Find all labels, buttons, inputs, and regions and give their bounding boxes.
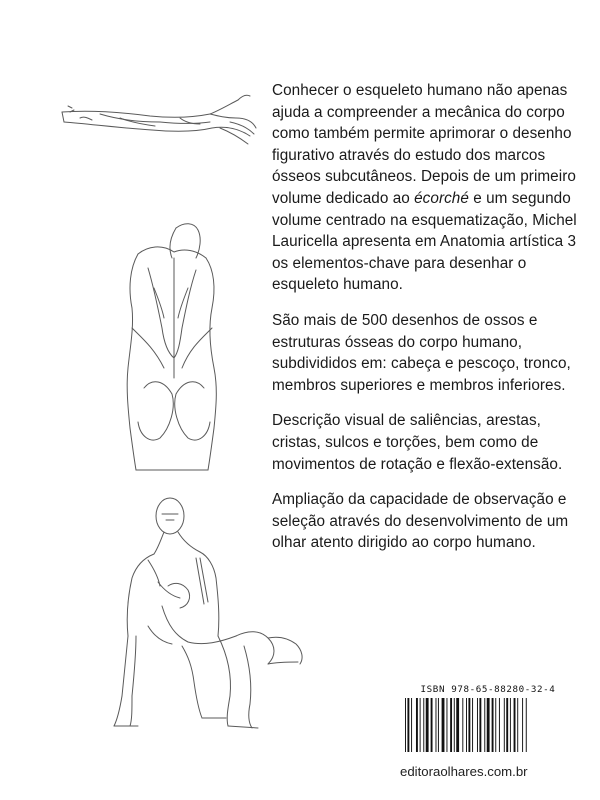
- barcode-bar: [477, 698, 478, 752]
- barcode-bar: [472, 698, 473, 752]
- barcode-bar: [407, 698, 409, 752]
- barcode-bar: [504, 698, 505, 752]
- barcode-bar: [510, 698, 511, 752]
- barcode-bar: [450, 698, 452, 752]
- description-paragraph-2: São mais de 500 desenhos de ossos e estruturas ósseas do corpo humano, subdivididos em: cabeça e pescoço, tronco, membros superiores e membros inferiores.: [272, 311, 571, 394]
- barcode-bar: [517, 698, 518, 752]
- paragraph-1-text-end: e um segundo volume centrado na esquematização, Michel Lauricella apresenta em Anatomia artística 3 os elementos-chave para desenhar o esqueleto humano.: [272, 189, 577, 294]
- barcode-bar: [487, 698, 490, 752]
- barcode-bar: [436, 698, 437, 752]
- barcode-bar: [495, 698, 496, 752]
- barcode-bar: [499, 698, 500, 752]
- ecorche-italic-term: écorché: [414, 189, 469, 207]
- barcode-bar: [456, 698, 459, 752]
- barcode-bar: [514, 698, 516, 752]
- publisher-website: editoraolhares.com.br: [400, 764, 528, 779]
- barcode-bar: [484, 698, 485, 752]
- description-text: [272, 80, 590, 568]
- barcode-bar: [420, 698, 421, 752]
- barcode-bar: [479, 698, 481, 752]
- barcode-bar: [438, 698, 439, 752]
- barcode-bar: [492, 698, 494, 752]
- description-paragraph-3: Descrição visual de saliências, arestas, cristas, sulcos e torções, bem como de movimentos de rotação e flexão-extensão.: [272, 412, 563, 473]
- description-paragraph-1: [272, 80, 590, 296]
- barcode-bar: [466, 698, 467, 752]
- barcode-bar: [468, 698, 470, 752]
- barcode-bar: [426, 698, 429, 752]
- barcode-icon: [399, 698, 577, 754]
- barcode-bar: [506, 698, 508, 752]
- barcode-bar: [442, 698, 445, 752]
- barcode-bar: [454, 698, 455, 752]
- isbn-number: ISBN 978-65-88280-32-4: [420, 684, 556, 695]
- barcode-bar: [411, 698, 412, 752]
- barcode-bar: [526, 698, 527, 752]
- torso-back-sketch-illustration: [118, 218, 228, 474]
- barcode-bar: [405, 698, 406, 752]
- barcode-bar: [423, 698, 424, 752]
- paragraph-1-text-start: Conhecer o esqueleto humano não apenas ajuda a compreender a mecânica do corpo como também permite aprimorar o desenho figurativo através do estudo dos marcos ósseos subcutâneos. Depois de um primeiro volume dedicado ao: [272, 82, 576, 207]
- barcode-bar: [462, 698, 463, 752]
- isbn-barcode-block: [399, 680, 577, 760]
- barcode-bar: [522, 698, 523, 752]
- barcode-bar: [416, 698, 418, 752]
- barcode-bar: [431, 698, 433, 752]
- barcode-bar: [446, 698, 447, 752]
- description-paragraph-4: Ampliação da capacidade de observação e seleção através do desenvolvimento de um olhar atento dirigido ao corpo humano.: [272, 491, 569, 552]
- arm-sketch-illustration: [60, 88, 260, 152]
